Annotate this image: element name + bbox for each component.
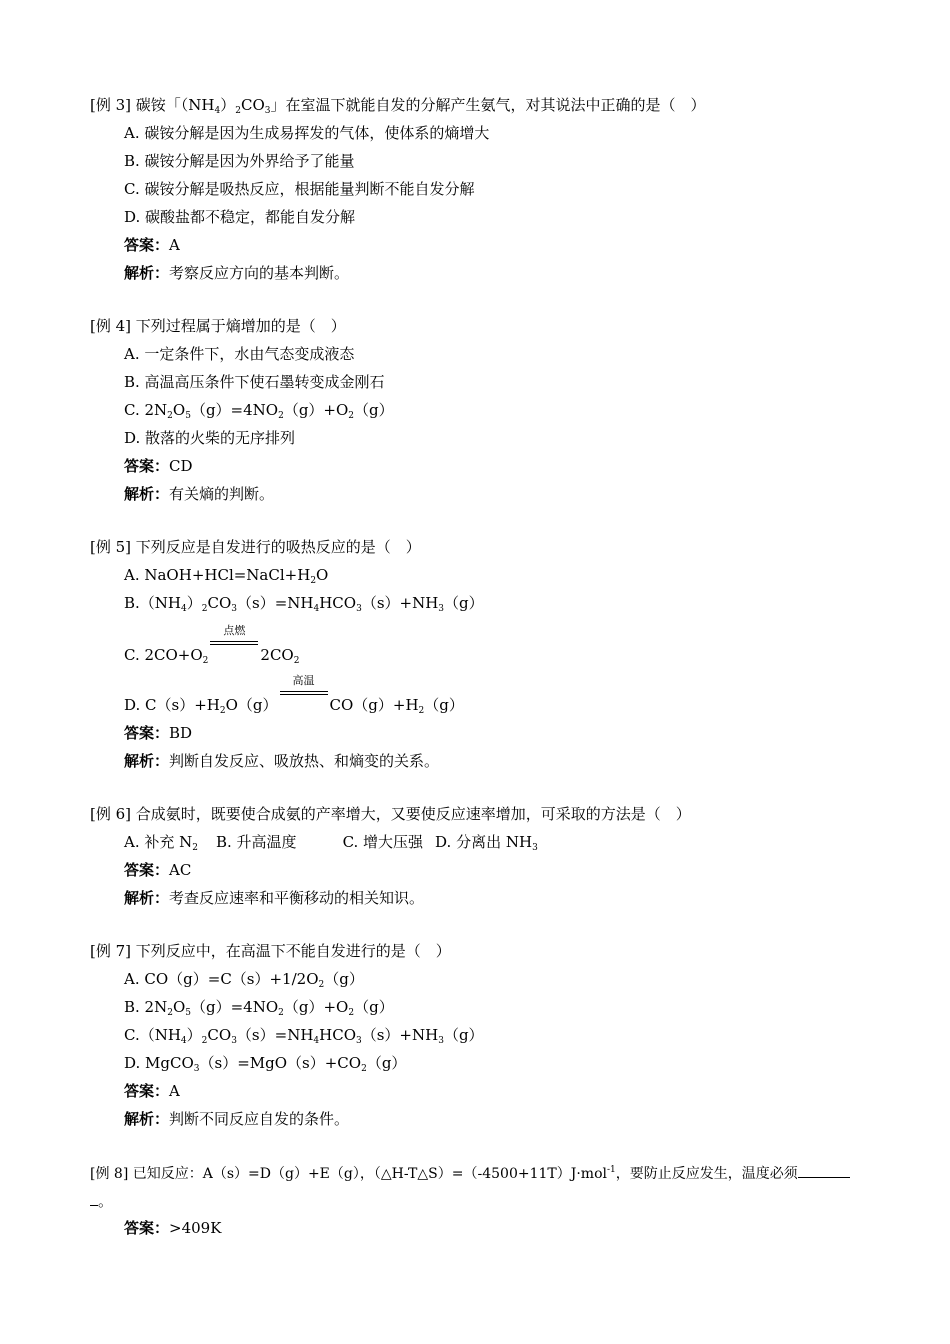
example-5-option-d (124, 674, 464, 716)
equals-line-top (210, 641, 258, 642)
text: （g） (354, 401, 394, 419)
example-8-answer (124, 1218, 221, 1238)
text: HCO (319, 594, 357, 612)
example-7-analysis (124, 1109, 349, 1129)
answer-label: 答案： (124, 236, 170, 254)
answer-value: AC (169, 861, 192, 879)
text: 」在室温下就能自发的分解产生氨气，对其说法中正确的是（ ） (270, 96, 706, 114)
subscript: 3 (438, 604, 445, 614)
text: C. 2CO+O (124, 646, 203, 664)
analysis-label: 解析： (124, 1110, 170, 1128)
example-7-option-b (124, 997, 394, 1017)
subscript: 3 (264, 106, 271, 116)
example-3-option-d: D. 碳酸盐都不稳定，都能自发分解 (124, 208, 356, 226)
text: （s）=NH (237, 594, 314, 612)
text: （g）+O (283, 401, 349, 419)
text: [例 8] 已知反应：A（s）=D（g）+E（g），（△H-T△S）=（-4500+11T）J·mol (90, 1166, 607, 1182)
option-b: B. 升高温度 (216, 833, 297, 851)
example-4-option-b: B. 高温高压条件下使石墨转变成金刚石 (124, 373, 385, 391)
text: HCO (319, 1026, 356, 1044)
example-3-analysis (124, 263, 349, 283)
example-5-answer (124, 723, 192, 743)
example-4-answer (124, 456, 193, 476)
option-d: D. 分离出 NH (435, 833, 533, 851)
example-4-analysis (124, 484, 274, 504)
analysis-text: 考察反应方向的基本判断。 (169, 264, 350, 282)
answer-value: A (169, 236, 180, 254)
condition-label: 高温 (292, 674, 315, 687)
subscript: 3 (356, 1036, 362, 1046)
subscript: 4 (181, 604, 187, 614)
text: CO (207, 594, 232, 612)
answer-blank (798, 1162, 850, 1178)
example-6-question: [例 6] 合成氨时，既要使合成氨的产率增大，又要使反应速率增加，可采取的方法是（ ） (90, 805, 691, 823)
subscript: 2 (167, 1008, 173, 1018)
example-3-question (90, 95, 706, 115)
answer-label: 答案： (124, 1219, 170, 1237)
text: C. 2N (124, 401, 168, 419)
text: （g） (424, 696, 464, 714)
text: A. NaOH+HCl=NaCl+H (124, 566, 311, 584)
text: CO (240, 96, 265, 114)
subscript: 3 (438, 1036, 444, 1046)
text: （g）+O (283, 998, 349, 1016)
analysis-text: 判断自发反应、吸放热、和熵变的关系。 (169, 752, 440, 770)
subscript: 4 (180, 1036, 187, 1046)
subscript: 2 (235, 106, 241, 116)
example-4-question: [例 4] 下列过程属于熵增加的是（ ） (90, 317, 346, 335)
subscript: 2 (202, 656, 209, 666)
subscript: 4 (313, 1036, 320, 1046)
text: CO (207, 1026, 232, 1044)
text: ） (186, 594, 202, 612)
text: （g）=4NO (190, 401, 279, 419)
example-7-option-a (124, 969, 364, 989)
subscript: 2 (278, 1008, 284, 1018)
subscript: 2 (278, 411, 284, 421)
subscript: 5 (185, 411, 191, 421)
subscript: 3 (532, 843, 538, 853)
text: 2CO (260, 646, 294, 664)
text: （g） (354, 998, 394, 1016)
example-3-option-a: A. 碳铵分解是因为生成易挥发的气体，使体系的熵增大 (124, 124, 490, 142)
example-4-option-d: D. 散落的火柴的无序排列 (124, 429, 296, 447)
answer-value: BD (169, 724, 193, 742)
answer-blank (90, 1190, 98, 1206)
example-8-question (90, 1162, 850, 1184)
example-7-option-c (124, 1025, 484, 1045)
example-3-option-c: C. 碳铵分解是吸热反应，根据能量判断不能自发分解 (124, 180, 475, 198)
text: （s）=NH (236, 1026, 314, 1044)
example-3-answer (124, 235, 180, 255)
subscript: 2 (201, 1036, 208, 1046)
text: （s）+NH (361, 1026, 439, 1044)
answer-label: 答案： (124, 861, 170, 879)
text: （g） (444, 594, 484, 612)
text: A. CO（g）=C（s）+1/2O (124, 970, 319, 988)
subscript: 2 (348, 1008, 355, 1018)
answer-label: 答案： (124, 1082, 170, 1100)
text: O（g） (225, 696, 278, 714)
superscript: -1 (606, 1165, 616, 1175)
analysis-label: 解析： (124, 485, 170, 503)
subscript: 4 (313, 604, 320, 614)
example-5-option-c (124, 624, 300, 666)
analysis-text: 有关熵的判断。 (169, 485, 275, 503)
subscript: 2 (219, 706, 226, 716)
condition-label: 点燃 (223, 624, 246, 637)
subscript: 4 (214, 106, 221, 116)
text: （s）=MgO（s）+CO (199, 1054, 362, 1072)
subscript: 3 (231, 604, 237, 614)
subscript: 3 (356, 604, 362, 614)
analysis-text: 考查反应速率和平衡移动的相关知识。 (169, 889, 425, 907)
analysis-label: 解析： (124, 889, 170, 907)
text: （g）=4NO (191, 998, 279, 1016)
subscript: 2 (418, 706, 425, 716)
text: O (316, 566, 329, 584)
subscript: 2 (201, 604, 208, 614)
answer-label: 答案： (124, 457, 170, 475)
text: O (172, 998, 186, 1016)
example-5-analysis (124, 751, 439, 771)
text: O (172, 401, 186, 419)
answer-label: 答案： (124, 724, 170, 742)
example-8-question-cont (90, 1190, 113, 1211)
text: D. C（s）+H (124, 696, 220, 714)
subscript: 2 (318, 980, 325, 990)
subscript: 2 (361, 1064, 367, 1074)
example-7-answer (124, 1081, 180, 1101)
analysis-label: 解析： (124, 752, 170, 770)
subscript: 3 (231, 1036, 237, 1046)
analysis-text: 判断不同反应自发的条件。 (169, 1110, 350, 1128)
reaction-condition (208, 624, 260, 665)
text: （g） (366, 1054, 407, 1072)
reaction-condition (278, 674, 330, 715)
example-5-question: [例 5] 下列反应是自发进行的吸热反应的是（ ） (90, 538, 421, 556)
example-7-option-d (124, 1053, 406, 1073)
subscript: 2 (348, 411, 355, 421)
example-6-analysis (124, 888, 424, 908)
example-4-option-c (124, 400, 394, 420)
text: ，要防止反应发生，温度必须 (615, 1166, 798, 1182)
answer-value: A (169, 1082, 180, 1100)
equals-line-bottom (280, 694, 328, 695)
option-a: A. 补充 N (124, 833, 193, 851)
subscript: 2 (192, 843, 198, 853)
text: CO（g）+H (329, 696, 419, 714)
subscript: 3 (193, 1064, 200, 1074)
example-4-option-a: A. 一定条件下，水由气态变成液态 (124, 345, 355, 363)
subscript: 5 (185, 1008, 192, 1018)
subscript: 2 (310, 576, 317, 586)
text: （g） (443, 1026, 484, 1044)
answer-value: >409K (169, 1219, 222, 1237)
answer-value: CD (169, 457, 193, 475)
text: ） (220, 96, 236, 114)
text: （g） (324, 970, 364, 988)
example-5-option-b (124, 593, 484, 613)
equals-line-bottom (210, 644, 258, 645)
text: B. 2N (124, 998, 168, 1016)
example-3-option-b: B. 碳铵分解是因为外界给予了能量 (124, 152, 355, 170)
equals-line-top (280, 691, 328, 692)
example-6-options (124, 832, 538, 852)
text: （s）+NH (361, 594, 439, 612)
example-5-option-a (124, 565, 328, 585)
example-7-question: [例 7] 下列反应中，在高温下不能自发进行的是（ ） (90, 942, 451, 960)
text: C.（NH (124, 1026, 181, 1044)
text: B.（NH (124, 594, 181, 612)
subscript: 2 (167, 411, 173, 421)
text: [例 3] 碳铵「（NH (90, 96, 215, 114)
example-6-answer (124, 860, 191, 880)
option-c: C. 增大压强 (342, 833, 424, 851)
text: D. MgCO (124, 1054, 194, 1072)
analysis-label: 解析： (124, 264, 170, 282)
text: 。 (98, 1192, 114, 1210)
text: ） (186, 1026, 202, 1044)
subscript: 2 (293, 656, 300, 666)
